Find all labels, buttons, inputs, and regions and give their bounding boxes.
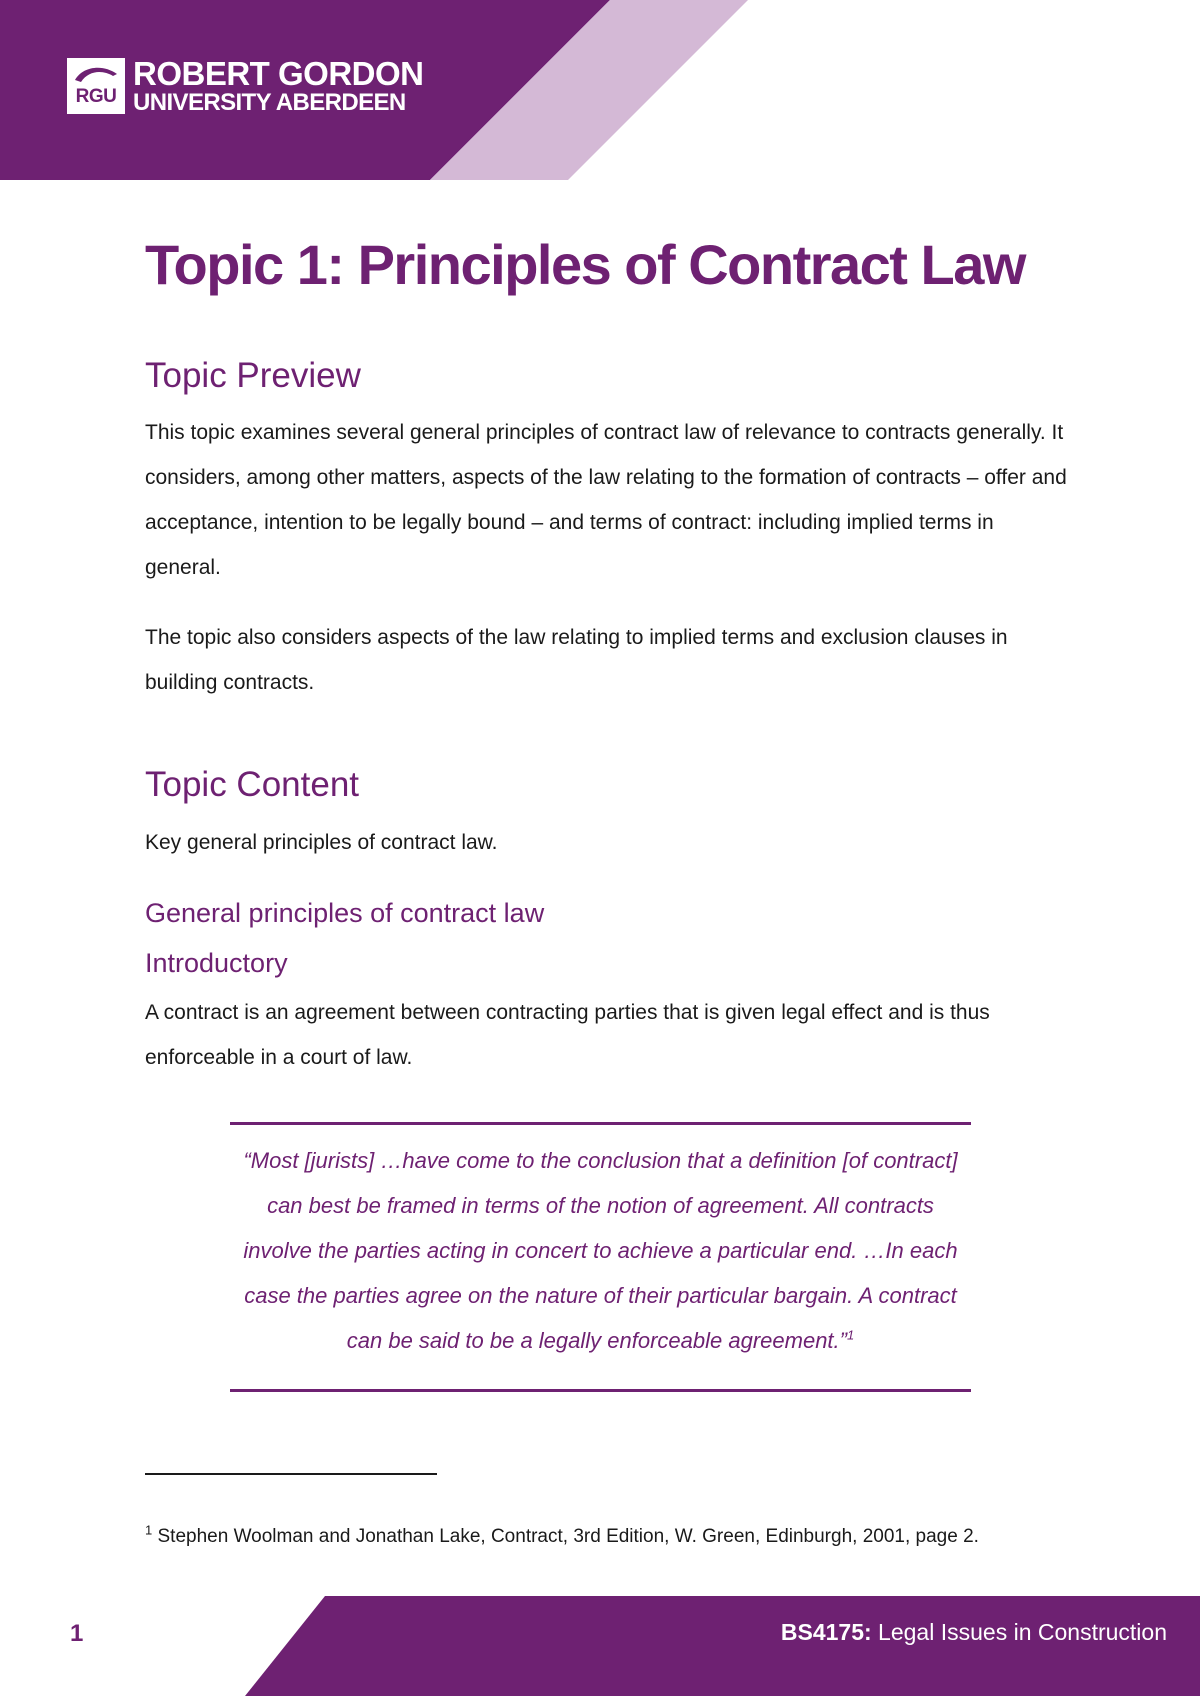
footer-course-title [781,1619,1167,1646]
logo-badge-text: RGU [75,86,117,107]
topic-preview-heading: Topic Preview [145,356,361,395]
course-code: BS4175: [780,1619,872,1645]
quote-top-rule [230,1122,971,1125]
preview-paragraph-2: The topic also considers aspects of the law relating to implied terms and exclusion clauses in building contracts. [145,626,1008,694]
introductory-heading: Introductory [145,948,288,978]
footnote-marker: 1 [145,1522,153,1538]
preview-paragraph-1: This topic examines several general principles of contract law of relevance to contracts generally. It considers, among other matters, aspects of the law relating to the formation of contracts – offer and acceptance, intention to be legally bound – and terms of contract: including implied terms in general. [145,421,1067,579]
footnote [145,1522,1085,1548]
university-logo [67,57,424,115]
topic-content-heading: Topic Content [145,765,360,804]
logo-crest-icon [73,64,119,84]
page-title: Topic 1: Principles of Contract Law [145,233,1025,296]
quote-bottom-rule [230,1389,971,1392]
page-number: 1 [70,1620,84,1647]
content-intro: Key general principles of contract law. [145,831,498,854]
quote-text: “Most [jurists] …have come to the conclusion that a definition [of contract] can best be framed in terms of the notion of agreement. All contracts involve the parties acting in concert to achieve a particular end. …In each case the parties agree on the nature of their particular bargain. A contract can be said to be a legally enforceable agreement.” [243,1148,958,1353]
footnote-text: Stephen Woolman and Jonathan Lake, Contract, 3rd Edition, W. Green, Edinburgh, 2001, page 2. [152,1526,979,1547]
course-name: Legal Issues in Construction [871,1619,1167,1645]
logo-line-1: ROBERT GORDON [133,55,424,92]
general-principles-heading: General principles of contract law [145,898,545,928]
footnote-reference[interactable]: 1 [846,1327,855,1343]
block-quote [230,1138,971,1363]
footer-banner [0,1596,1200,1696]
footnote-separator [145,1473,437,1475]
contract-definition-paragraph: A contract is an agreement between contracting parties that is given legal effect and is thus enforceable in a court of law. [145,1001,990,1069]
logo-line-2: UNIVERSITY ABERDEEN [133,89,406,116]
logo-badge [67,58,125,114]
